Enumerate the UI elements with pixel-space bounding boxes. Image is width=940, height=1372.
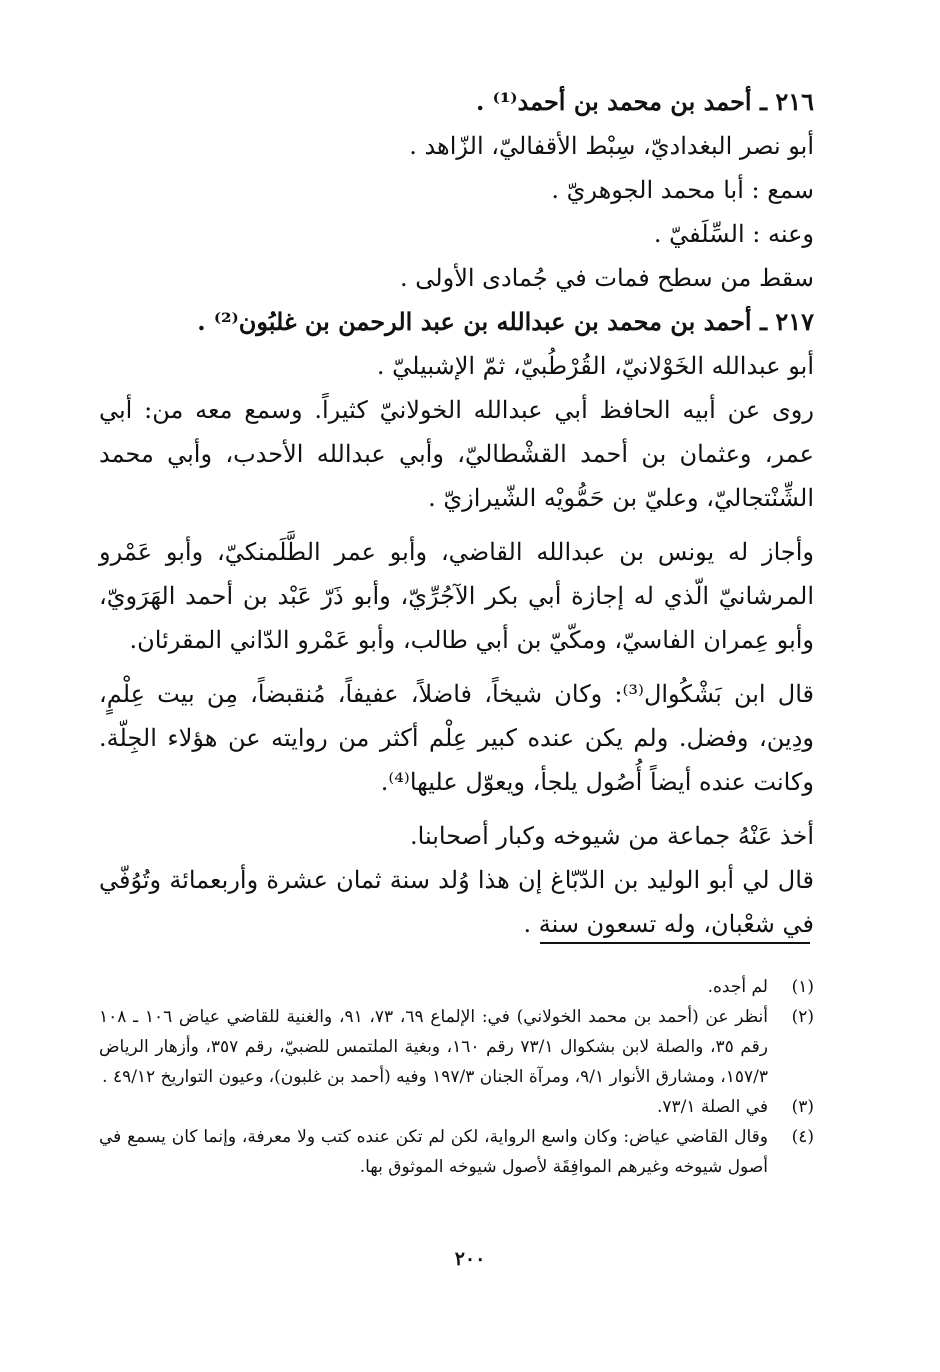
entry-paragraph: قال ابن بَشْكُوال⁽³⁾: وكان شيخاً، فاضلاً، عفيفاً، مُنقبضاً، مِن بيت عِلْمٍ، ودِين، وفضل. ولم يكن عنده كبير عِلْم أكثر من روايته عن هؤلاء الجِلّة. وكانت عنده أيضاً أُصُول يلجأ، ويعوّل عليها⁽⁴⁾.: [99, 680, 815, 796]
entry-line: سقط من سطح فمات في جُمادى الأولى .: [400, 264, 814, 292]
page-number: ٢٠٠: [454, 1248, 486, 1270]
entry-paragraph: أخذ عَنْهُ جماعة من شيوخه وكبار أصحابنا.: [410, 822, 814, 850]
entry-paragraph: روى عن أبيه الحافظ أبي عبدالله الخولانيّ كثيراً. وسمع معه من: أبي عمر، وعثمان بن أحمد القشْطاليّ، وأبي عبدالله الأحدب، وأبي محمد الشِّنْتجاليّ، وعليّ بن حَمُّويْه الشّيرازيّ .: [99, 396, 814, 512]
entry-line: وعنه : السِّلَفيّ .: [653, 220, 814, 248]
footnote-number: (٣): [791, 1097, 814, 1117]
entry-heading-216: ٢١٦ ـ أحمد بن محمد بن أحمد⁽¹⁾ .: [475, 87, 814, 116]
footnote-2: [99, 1002, 814, 1092]
footnote-number: (٢): [791, 1007, 814, 1027]
footnote-number: (٤): [791, 1127, 814, 1147]
footnote-number: (١): [791, 977, 814, 997]
footnote-1: [99, 972, 814, 1002]
main-text: [99, 80, 814, 946]
footnotes: [99, 972, 814, 1182]
footnote-text: أنظر عن (أحمد بن محمد الخولاني) في: الإلماع ٦٩، ٧٣، ٩١، والغنية للقاضي عياض ١٠٦ ـ ١٠٨ رقم ٣٥، والصلة لابن بشكوال ٧٣/١ رقم ١٦٠، وبغية الملتمس للضبيّ، رقم ٣٥٧، وأزهار الرياض ١٥٧/٣، ومشارق الأنوار ٩/١، ومرآة الجنان ١٩٧/٣ وفيه (أحمد بن غلبون)، وعيون التواريخ ٤٩/١٢ .: [99, 1007, 768, 1087]
footnote-text: لم أجده.: [707, 977, 768, 997]
footnote-text: في الصلة ٧٣/١.: [656, 1097, 768, 1117]
footnote-4: [99, 1122, 814, 1182]
footnote-3: [99, 1092, 814, 1122]
entry-paragraph: قال لي أبو الوليد بن الدّبّاغ إن هذا وُلد سنة ثمان عشرة وأربعمائة وتُوُفّي في شعْبان، وله تسعون سنة .: [99, 866, 814, 938]
entry-paragraph: وأجاز له يونس بن عبدالله القاضي، وأبو عمر الطَّلَمنكيّ، وأبو عَمْرو المرشانيّ الّذي له إجازة أبي بكر الآجُرِّيّ، وأبو ذَرّ عَبْد بن أحمد الهَرَويّ، وأبو عِمران الفاسيّ، ومكّيّ بن أبي طالب، وأبو عَمْرو الدّاني المقرئان.: [99, 538, 815, 654]
entry-line: أبو نصر البغداديّ، سِبْط الأقفاليّ، الزّاهد .: [409, 132, 814, 160]
entry-heading-217: ٢١٧ ـ أحمد بن محمد بن عبدالله بن عبد الرحمن بن غلبُون⁽²⁾ .: [197, 307, 814, 336]
footnote-separator: [540, 942, 810, 944]
entry-line: أبو عبدالله الخَوْلانيّ، القُرْطُبيّ، ثمّ الإشبيليّ .: [376, 352, 814, 380]
footnote-text: وقال القاضي عياض: وكان واسع الرواية، لكن لم تكن عنده كتب ولا معرفة، وإنما كان يسمع في أصول شيوخه وغيرهم الموافِقَة لأصول شيوخه الموثوق بها.: [99, 1127, 768, 1177]
entry-line: سمع : أبا محمد الجوهريّ .: [551, 176, 814, 204]
